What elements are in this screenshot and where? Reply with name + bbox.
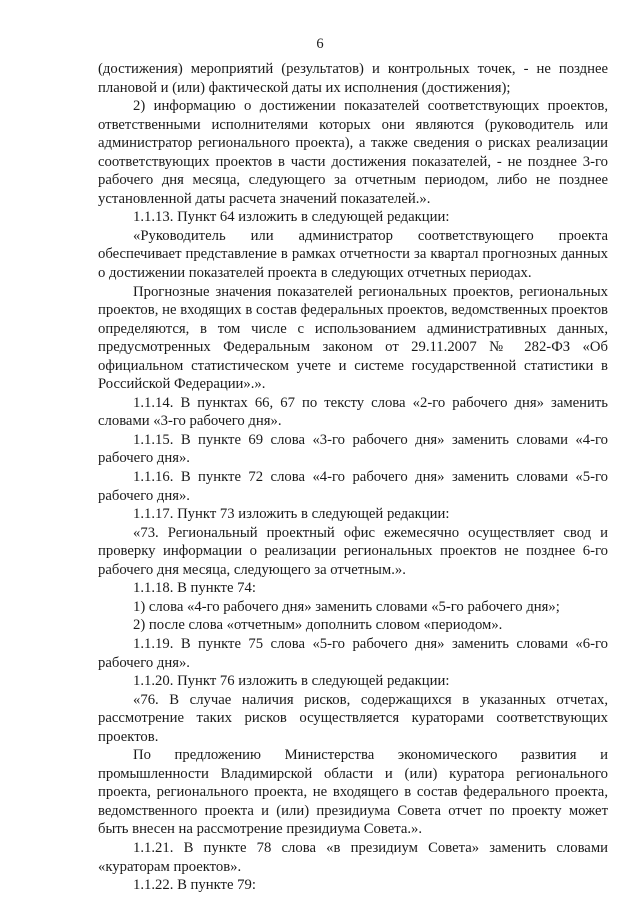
paragraph-16: «76. В случае наличия рисков, содержащихся в указанных отчетах, рассмотрение таких рисков осуществляется кураторами соответствующих проектов. (98, 691, 608, 745)
paragraph-17: По предложению Министерства экономического развития и промышленности Владимирской области и (или) куратора регионального проекта, регионального проекта, не входящего в состав федерального проекта, ведомственного проекта и (или) президиума Совета отчет по проекту может быть внесен на рассмотрение президиума Совета.». (98, 747, 608, 838)
paragraph-12: 1) слова «4-го рабочего дня» заменить словами «5-го рабочего дня»; (133, 598, 560, 615)
paragraph-1: (достижения) мероприятий (результатов) и контрольных точек, - не позднее плановой и (или) фактической даты их исполнения (достижения); (98, 61, 608, 96)
paragraph-19: 1.1.22. В пункте 79: (133, 877, 256, 894)
paragraph-8: 1.1.16. В пункте 72 слова «4-го рабочего дня» заменить словами «5-го рабочего дня». (98, 469, 608, 504)
paragraph-3: 1.1.13. Пункт 64 изложить в следующей редакции: (133, 209, 450, 226)
paragraph-7: 1.1.15. В пункте 69 слова «3-го рабочего дня» заменить словами «4-го рабочего дня». (98, 431, 608, 467)
page-number: 6 (316, 36, 324, 52)
paragraph-5: Прогнозные значения показателей региональных проектов, региональных проектов, не входящих в состав федеральных проектов, ведомственных проектов определяются, в том числе с использованием административных данных, предусмотренных Федеральным законом от 29.11.2007 № 282-ФЗ «Об официальном статистическом учете и системе государственной статистики в Российской Федерации».». (98, 283, 608, 393)
paragraph-13: 2) после слова «отчетным» дополнить словом «периодом». (133, 617, 503, 634)
document-body (98, 60, 608, 895)
paragraph-10: «73. Региональный проектный офис ежемесячно осуществляет свод и проверку информации о реализации региональных проектов не позднее 6-го рабочего дня месяца, следующего за отчетным.». (98, 524, 608, 578)
paragraph-15: 1.1.20. Пункт 76 изложить в следующей редакции: (133, 673, 450, 690)
paragraph-9: 1.1.17. Пункт 73 изложить в следующей редакции: (133, 506, 450, 523)
paragraph-11: 1.1.18. В пункте 74: (133, 580, 256, 597)
paragraph-14: 1.1.19. В пункте 75 слова «5-го рабочего дня» заменить словами «6-го рабочего дня». (98, 635, 608, 671)
paragraph-18: 1.1.21. В пункте 78 слова «в президиум Совета» заменить словами «кураторам проектов». (98, 839, 608, 875)
paragraph-4: «Руководитель или администратор соответствующего проекта обеспечивает представление в рамках отчетности за квартал прогнозных данных о достижении показателей проекта в следующих отчетных периодах. (98, 227, 608, 282)
paragraph-6: 1.1.14. В пунктах 66, 67 по тексту слова «2-го рабочего дня» заменить словами «3-го рабочего дня». (98, 394, 608, 430)
paragraph-2: 2) информацию о достижении показателей соответствующих проектов, ответственными исполнителями которых они являются (руководитель или администратор регионального проекта), а также сведения о рисках реализации соответствующих проектов в части достижения показателей, - не позднее 3-го рабочего дня месяца, следующего за отчетным периодом, либо не позднее установленной даты расчета значений показателей.». (98, 98, 608, 207)
